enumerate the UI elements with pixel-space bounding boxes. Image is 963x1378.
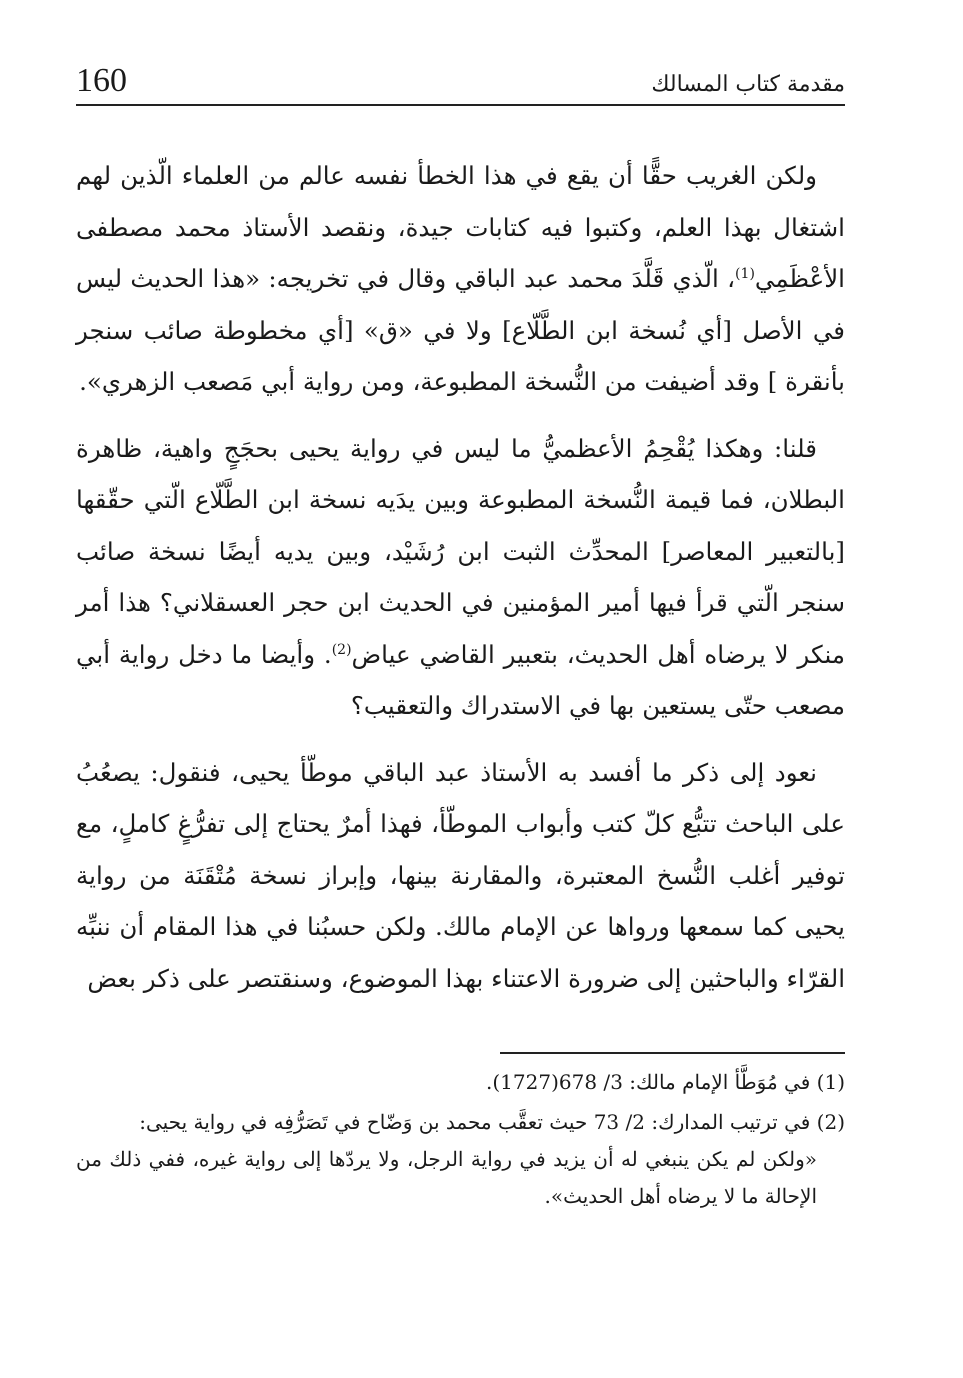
paragraph-1-text-a: ولكن الغريب حقًّا أن يقع في هذا الخطأ نفسه عالم من العلماء الّذين لهم اشتغال بهذا العلم، وكتبوا فيه كتابات جيدة، ونقصد الأستاذ محمد مصطفى الأعْظَمِي [76,161,845,293]
paragraph-2-text-a: قلنا: وهكذا يُقْحِمُ الأعظميُّ ما ليس في رواية يحيى بحجَجٍ واهية، ظاهرة البطلان، فما قيمة النُّسخة المطبوعة وبين يدَيه نسخة ابن الطَّلّاع الّتي حقّقها [بالتعبير المعاصر] المحدِّث الثبت ابن رُشَيْد، وبين يديه أيضًا نسخة صائب سنجر الّتي قرأ فيها أمير المؤمنين في الحديث ابن حجر العسقلاني؟ هذا أمر منكر لا يرضاه أهل الحديث، بتعبير القاضي عياض [76,433,845,669]
footnote-divider [500,1052,845,1054]
main-text [76,150,845,1019]
footnote-1: (1) في مُوَطَّأ الإمام مالك: 3/ 678(1727). [486,1070,845,1094]
footnote-ref-2: (2) [331,641,352,658]
paragraph-3-text: نعود إلى ذكر ما أفسد به الأستاذ عبد الباقي موطّأ يحيى، فنقول: يصعُبُ على الباحث تتبُّع كلّ كتب وأبواب الموطّأ، فهذا أمرٌ يحتاج إلى تفرُّغٍ كاملٍ، مع توفير أغلب النُّسخ المعتبرة، والمقارنة بينها، وإبراز نسخة مُتْقَنَة من رواية يحيى كما سمعها ورواها عن الإمام مالك. ولكن حسبُنا في هذا المقام أن ننبِّه القرّاء والباحثين إلى ضرورة الاعتناء بهذا الموضوع، وسنقتصر على ذكر بعض [76,757,845,993]
paragraph-1 [76,150,845,408]
paragraph-1-text-b: ، الّذي قَلَّدَ محمد عبد الباقي وقال في تخريجه: «هذا الحديث ليس في الأصل [أي نُسخة ابن الطَّلّاع] ولا في «ق» [أي مخطوطة صائب سنجر بأنقرة ] وقد أضيفت من النُّسخة المطبوعة، ومن رواية أبي مَصعب الزهري». [76,264,845,396]
footnotes [76,1064,845,1218]
running-title: مقدمة كتاب المسالك [651,72,845,97]
paragraph-3 [76,747,845,1005]
paragraph-2 [76,423,845,732]
paragraph-2-text-b: . وأيضا ما دخل رواية أبي مصعب حتّى يستعين بها في الاستدراك والتعقيب؟ [76,639,845,720]
footnote-2-text: (2) في ترتيب المدارك: 2/ 73 حيث تعقَّب محمد بن وَضّاح في تَصَرُّفِه في رواية يحيى: [139,1110,845,1134]
footnote-2 [76,1104,845,1215]
footnote-ref-1: (1) [735,265,755,282]
footnote-2-quote: «ولكن لم يكن ينبغي له أن يزيد في رواية الرجل، ولا يردّها إلى رواية غيره، ففي ذلك من الإحالة ما لا يرضاه أهل الحديث». [76,1147,817,1208]
page-number: 160 [76,62,127,99]
page-header [76,52,845,106]
